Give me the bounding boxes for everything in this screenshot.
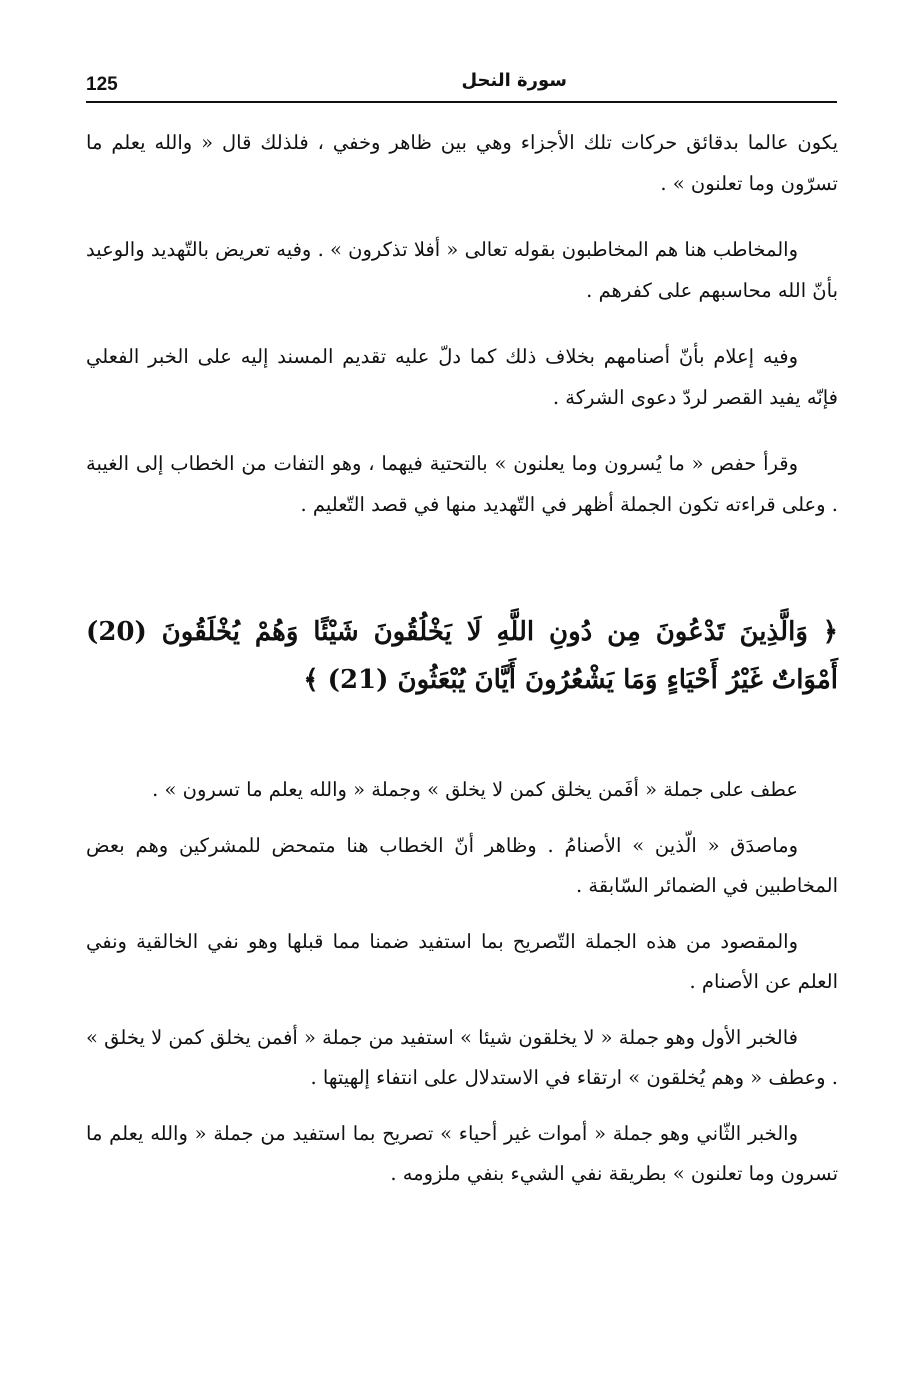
paragraph: فالخبر الأول وهو جملة « لا يخلقون شيئا » استفيد من جملة « أفمن يخلق كمن لا يخلق » . وعطف « وهم يُخلقون » ارتقاء في الاستدلال على انتفاء إلهيتها . xyxy=(86,1026,838,1089)
paragraph: والمخاطب هنا هم المخاطبون بقوله تعالى « أفلا تذكرون » . وفيه تعريض بالتّهديد والوعيد بأنّ الله محاسبهم على كفرهم . xyxy=(86,238,838,302)
paragraph: والمقصود من هذه الجملة التّصريح بما استفيد ضمنا مما قبلها وهو نفي الخالقية ونفي العلم عن الأصنام . xyxy=(86,930,838,993)
paragraph: يكون عالما بدقائق حركات تلك الأجزاء وهي بين ظاهر وخفي ، فلذلك قال « والله يعلم ما تسرّون وما تعلنون » . xyxy=(86,131,838,195)
commentary-top xyxy=(86,122,838,550)
header-rule xyxy=(86,101,837,103)
page-number: 125 xyxy=(86,74,118,95)
paragraph: وفيه إعلام بأنّ أصنامهم بخلاف ذلك كما دلّ عليه تقديم المسند إليه على الخبر الفعلي فإنّه يفيد القصر لردّ دعوى الشركة . xyxy=(86,345,838,409)
paragraph: عطف على جملة « أفَمن يخلق كمن لا يخلق » وجملة « والله يعلم ما تسرون » . xyxy=(152,778,798,801)
quran-verse: ﴿ وَالَّذِينَ تَدْعُونَ مِن دُونِ اللَّهِ لَا يَخْلُقُونَ شَيْئًا وَهُمْ يُخْلَقُونَ (20) أَمْوَاتٌ غَيْرُ أَحْيَاءٍ وَمَا يَشْعُرُونَ أَيَّانَ يُبْعَثُونَ (21) ﴾ xyxy=(86,617,838,695)
paragraph: وماصدَق « الّذين » الأصنامُ . وظاهر أنّ الخطاب هنا متمحض للمشركين وهم بعض المخاطبين في الضمائر السّابقة . xyxy=(86,834,838,897)
paragraph: والخبر الثّاني وهو جملة « أموات غير أحياء » تصريح بما استفيد من جملة « والله يعلم ما تسرون وما تعلنون » بطريقة نفي الشيء بنفي ملزومه . xyxy=(86,1122,838,1185)
paragraph: وقرأ حفص « ما يُسرون وما يعلنون » بالتحتية فيهما ، وهو التفات من الخطاب إلى الغيبة . وعلى قراءته تكون الجملة أظهر في التّهديد منها في قصد التّعليم . xyxy=(86,452,838,516)
running-title: سورة النحل xyxy=(461,70,567,91)
page-header xyxy=(86,70,837,104)
commentary-bottom xyxy=(86,770,838,1210)
